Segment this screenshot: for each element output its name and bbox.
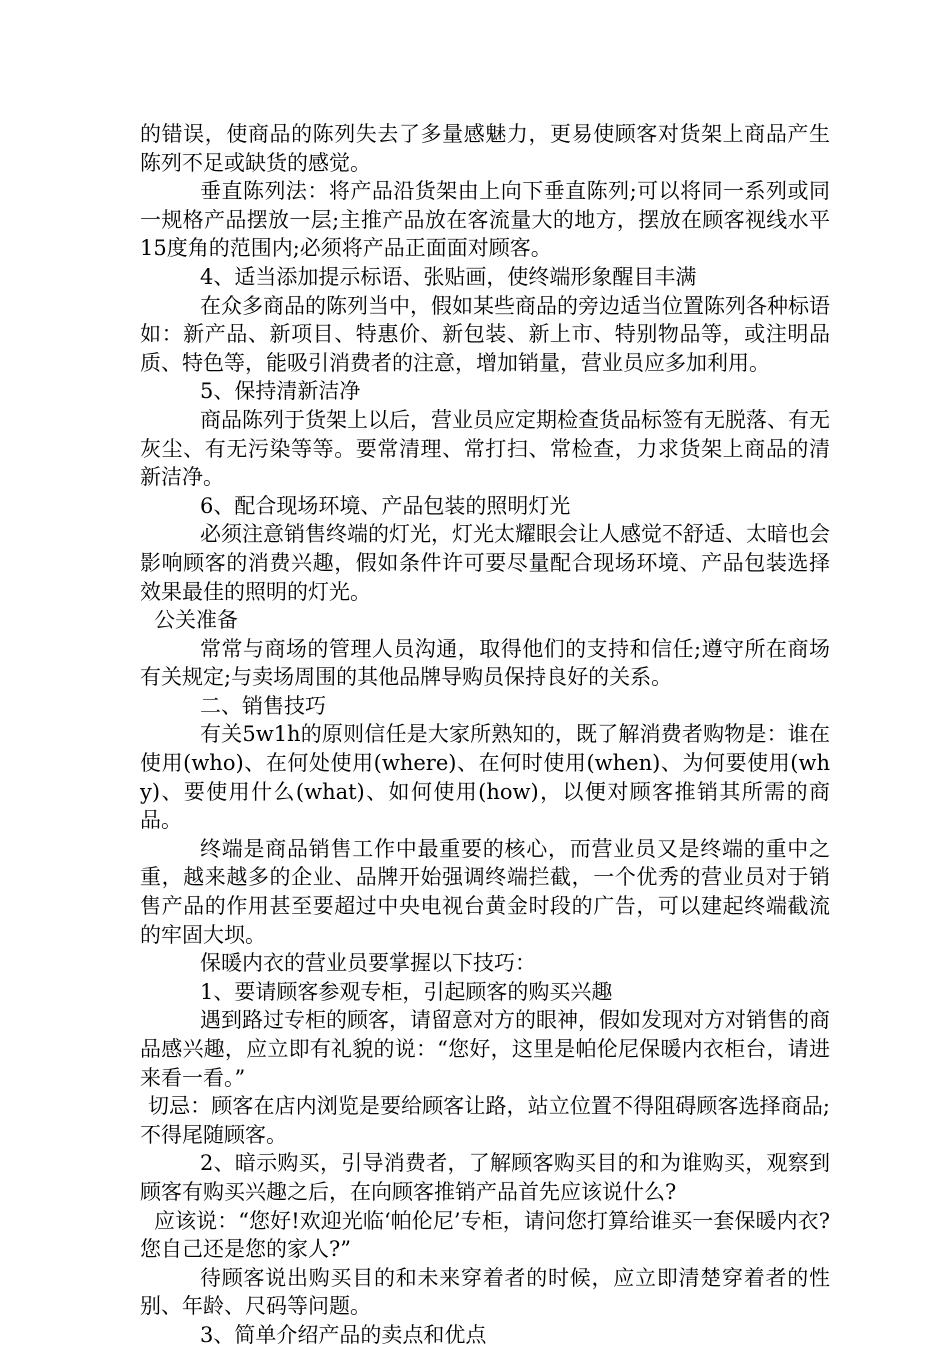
paragraph: 待顾客说出购买目的和未来穿着者的时候，应立即清楚穿着者的性别、年龄、尺码等问题。 <box>140 1265 830 1319</box>
paragraph: 切忌：顾客在店内浏览是要给顾客让路，站立位置不得阻碍顾客选择商品;不得尾随顾客。 <box>140 1094 830 1147</box>
paragraph: 常常与商场的管理人员沟通，取得他们的支持和信任;遵守所在商场有关规定;与卖场周围的其他品牌导购员保持良好的关系。 <box>140 636 830 690</box>
paragraph: 保暖内衣的营业员要掌握以下技巧： <box>200 951 536 976</box>
section-heading: 二、销售技巧 <box>200 693 326 718</box>
document-page <box>140 120 830 1350</box>
section-heading: 4、适当添加提示标语、张贴画，使终端形象醒目丰满 <box>200 264 697 289</box>
paragraph: 的错误，使商品的陈列失去了多量感魅力，更易使顾客对货架上商品产生陈列不足或缺货的感觉。 <box>140 122 830 175</box>
section-heading: 5、保持清新洁净 <box>200 379 361 404</box>
section-heading: 3、简单介绍产品的卖点和优点 <box>200 1322 487 1347</box>
section-heading: 6、配合现场环境、产品包装的照明灯光 <box>200 493 571 518</box>
paragraph: 2、暗示购买，引导消费者，了解顾客购买目的和为谁购买，观察到顾客有购买兴趣之后，在向顾客推销产品首先应该说什么? <box>140 1151 830 1204</box>
paragraph: 有关5w1h的原则信任是大家所熟知的，既了解消费者购物是：谁在使用(who)、在何处使用(where)、在何时使用(when)、为何要使用(why)、要使用什么(what)、如何使用(how)，以便对顾客推销其所需的商品。 <box>140 722 830 833</box>
paragraph: 垂直陈列法：将产品沿货架由上向下垂直陈列;可以将同一系列或同一规格产品摆放一层;主推产品放在客流量大的地方，摆放在顾客视线水平15度角的范围内;必须将产品正面面对顾客。 <box>140 179 830 261</box>
section-heading: 公关准备 <box>154 608 238 633</box>
section-heading: 1、要请顾客参观专柜，引起顾客的购买兴趣 <box>200 979 613 1004</box>
paragraph: 商品陈列于货架上以后，营业员应定期检查货品标签有无脱落、有无灰尘、有无污染等等。要常清理、常打扫、常检查，力求货架上商品的清新洁净。 <box>140 407 830 490</box>
paragraph: 终端是商品销售工作中最重要的核心，而营业员又是终端的重中之重，越来越多的企业、品牌开始强调终端拦截，一个优秀的营业员对于销售产品的作用甚至要超过中央电视台黄金时段的广告，可以建起终端截流的牢固大坝。 <box>140 836 830 947</box>
paragraph: 遇到路过专柜的顾客，请留意对方的眼神，假如发现对方对销售的商品感兴趣，应立即有礼貌的说：“您好，这里是帕伦尼保暖内衣柜台，请进来看一看。” <box>140 1008 830 1090</box>
paragraph: 应该说：“您好!欢迎光临‘帕伦尼’专柜，请问您打算给谁买一套保暖内衣?您自己还是您的家人?” <box>140 1208 830 1262</box>
paragraph: 在众多商品的陈列当中，假如某些商品的旁边适当位置陈列各种标语如：新产品、新项目、特惠价、新包装、新上市、特别物品等，或注明品质、特色等，能吸引消费者的注意，增加销量，营业员应多加利用。 <box>140 293 830 375</box>
paragraph: 必须注意销售终端的灯光，灯光太耀眼会让人感觉不舒适、太暗也会影响顾客的消费兴趣，假如条件许可要尽量配合现场环境、产品包装选择效果最佳的照明的灯光。 <box>140 522 830 604</box>
